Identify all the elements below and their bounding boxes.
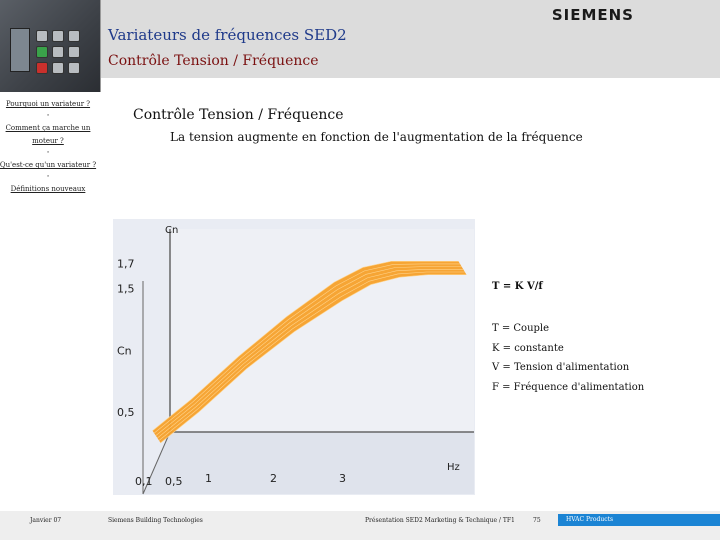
legend-block <box>492 281 702 397</box>
x-tick-label: 0,1 <box>135 475 153 488</box>
drive-key <box>52 46 64 58</box>
x-axis-label: Hz <box>447 462 460 473</box>
x-tick-label: 0,5 <box>165 475 183 488</box>
y-tick-label: 1,5 <box>117 282 135 296</box>
legend-line-constante: K = constante <box>492 342 564 354</box>
legend-line-frequence: F = Fréquence d'alimentation <box>492 381 645 393</box>
drive-start-key <box>36 46 48 58</box>
drive-key <box>52 62 64 74</box>
nav-link-definitions[interactable]: Définitions nouveaux <box>10 185 86 193</box>
drive-key <box>68 46 80 58</box>
y-axis-label: Cn <box>165 225 179 236</box>
y-tick-label: Cn <box>117 344 132 358</box>
footer-page-number: 75 <box>533 517 541 524</box>
drive-device-image <box>0 0 101 92</box>
formula: T = K V/f <box>492 281 543 292</box>
x-tick-label: 2 <box>270 472 277 485</box>
nav-link-pourquoi[interactable]: Pourquoi un variateur ? <box>5 100 91 108</box>
x-tick-label: 1 <box>205 472 212 485</box>
drive-stop-key <box>36 62 48 74</box>
chart-floor <box>143 432 474 494</box>
footer-division: HVAC Products <box>558 514 720 526</box>
legend-line-couple: T = Couple <box>492 323 550 334</box>
drive-key <box>68 30 80 42</box>
footer-date: Janvier 07 <box>30 517 62 524</box>
drive-key <box>36 30 48 42</box>
slide-heading: Contrôle Tension / Fréquence <box>133 107 344 123</box>
legend-line-tension: V = Tension d'alimentation <box>492 362 630 373</box>
side-navigation <box>0 98 97 196</box>
nav-separator: · <box>46 111 50 121</box>
drive-key <box>52 30 64 42</box>
chart-back-wall <box>170 229 474 432</box>
torque-frequency-chart <box>113 219 475 495</box>
nav-separator: · <box>46 148 50 158</box>
deck-subtitle: Contrôle Tension / Fréquence <box>108 53 319 69</box>
deck-title: Variateurs de fréquences SED2 <box>108 26 347 44</box>
drive-key <box>68 62 80 74</box>
slide-subheading: La tension augmente en fonction de l'augmentation de la fréquence <box>170 130 583 144</box>
brand-logo: SIEMENS <box>551 6 634 24</box>
nav-link-variateur[interactable]: Qu'est-ce qu'un variateur ? <box>0 161 97 169</box>
chart-svg <box>113 219 475 495</box>
nav-separator: · <box>46 172 50 182</box>
footer-company: Siemens Building Technologies <box>108 517 203 524</box>
footer-presentation: Présentation SED2 Marketing & Technique / TF1 <box>365 517 515 524</box>
y-tick-label: 0,5 <box>117 406 135 420</box>
y-tick-label: 1,7 <box>117 257 135 271</box>
nav-link-moteur[interactable]: Comment ça marche un moteur ? <box>5 124 91 145</box>
x-tick-label: 3 <box>339 472 346 485</box>
drive-display <box>10 28 30 72</box>
